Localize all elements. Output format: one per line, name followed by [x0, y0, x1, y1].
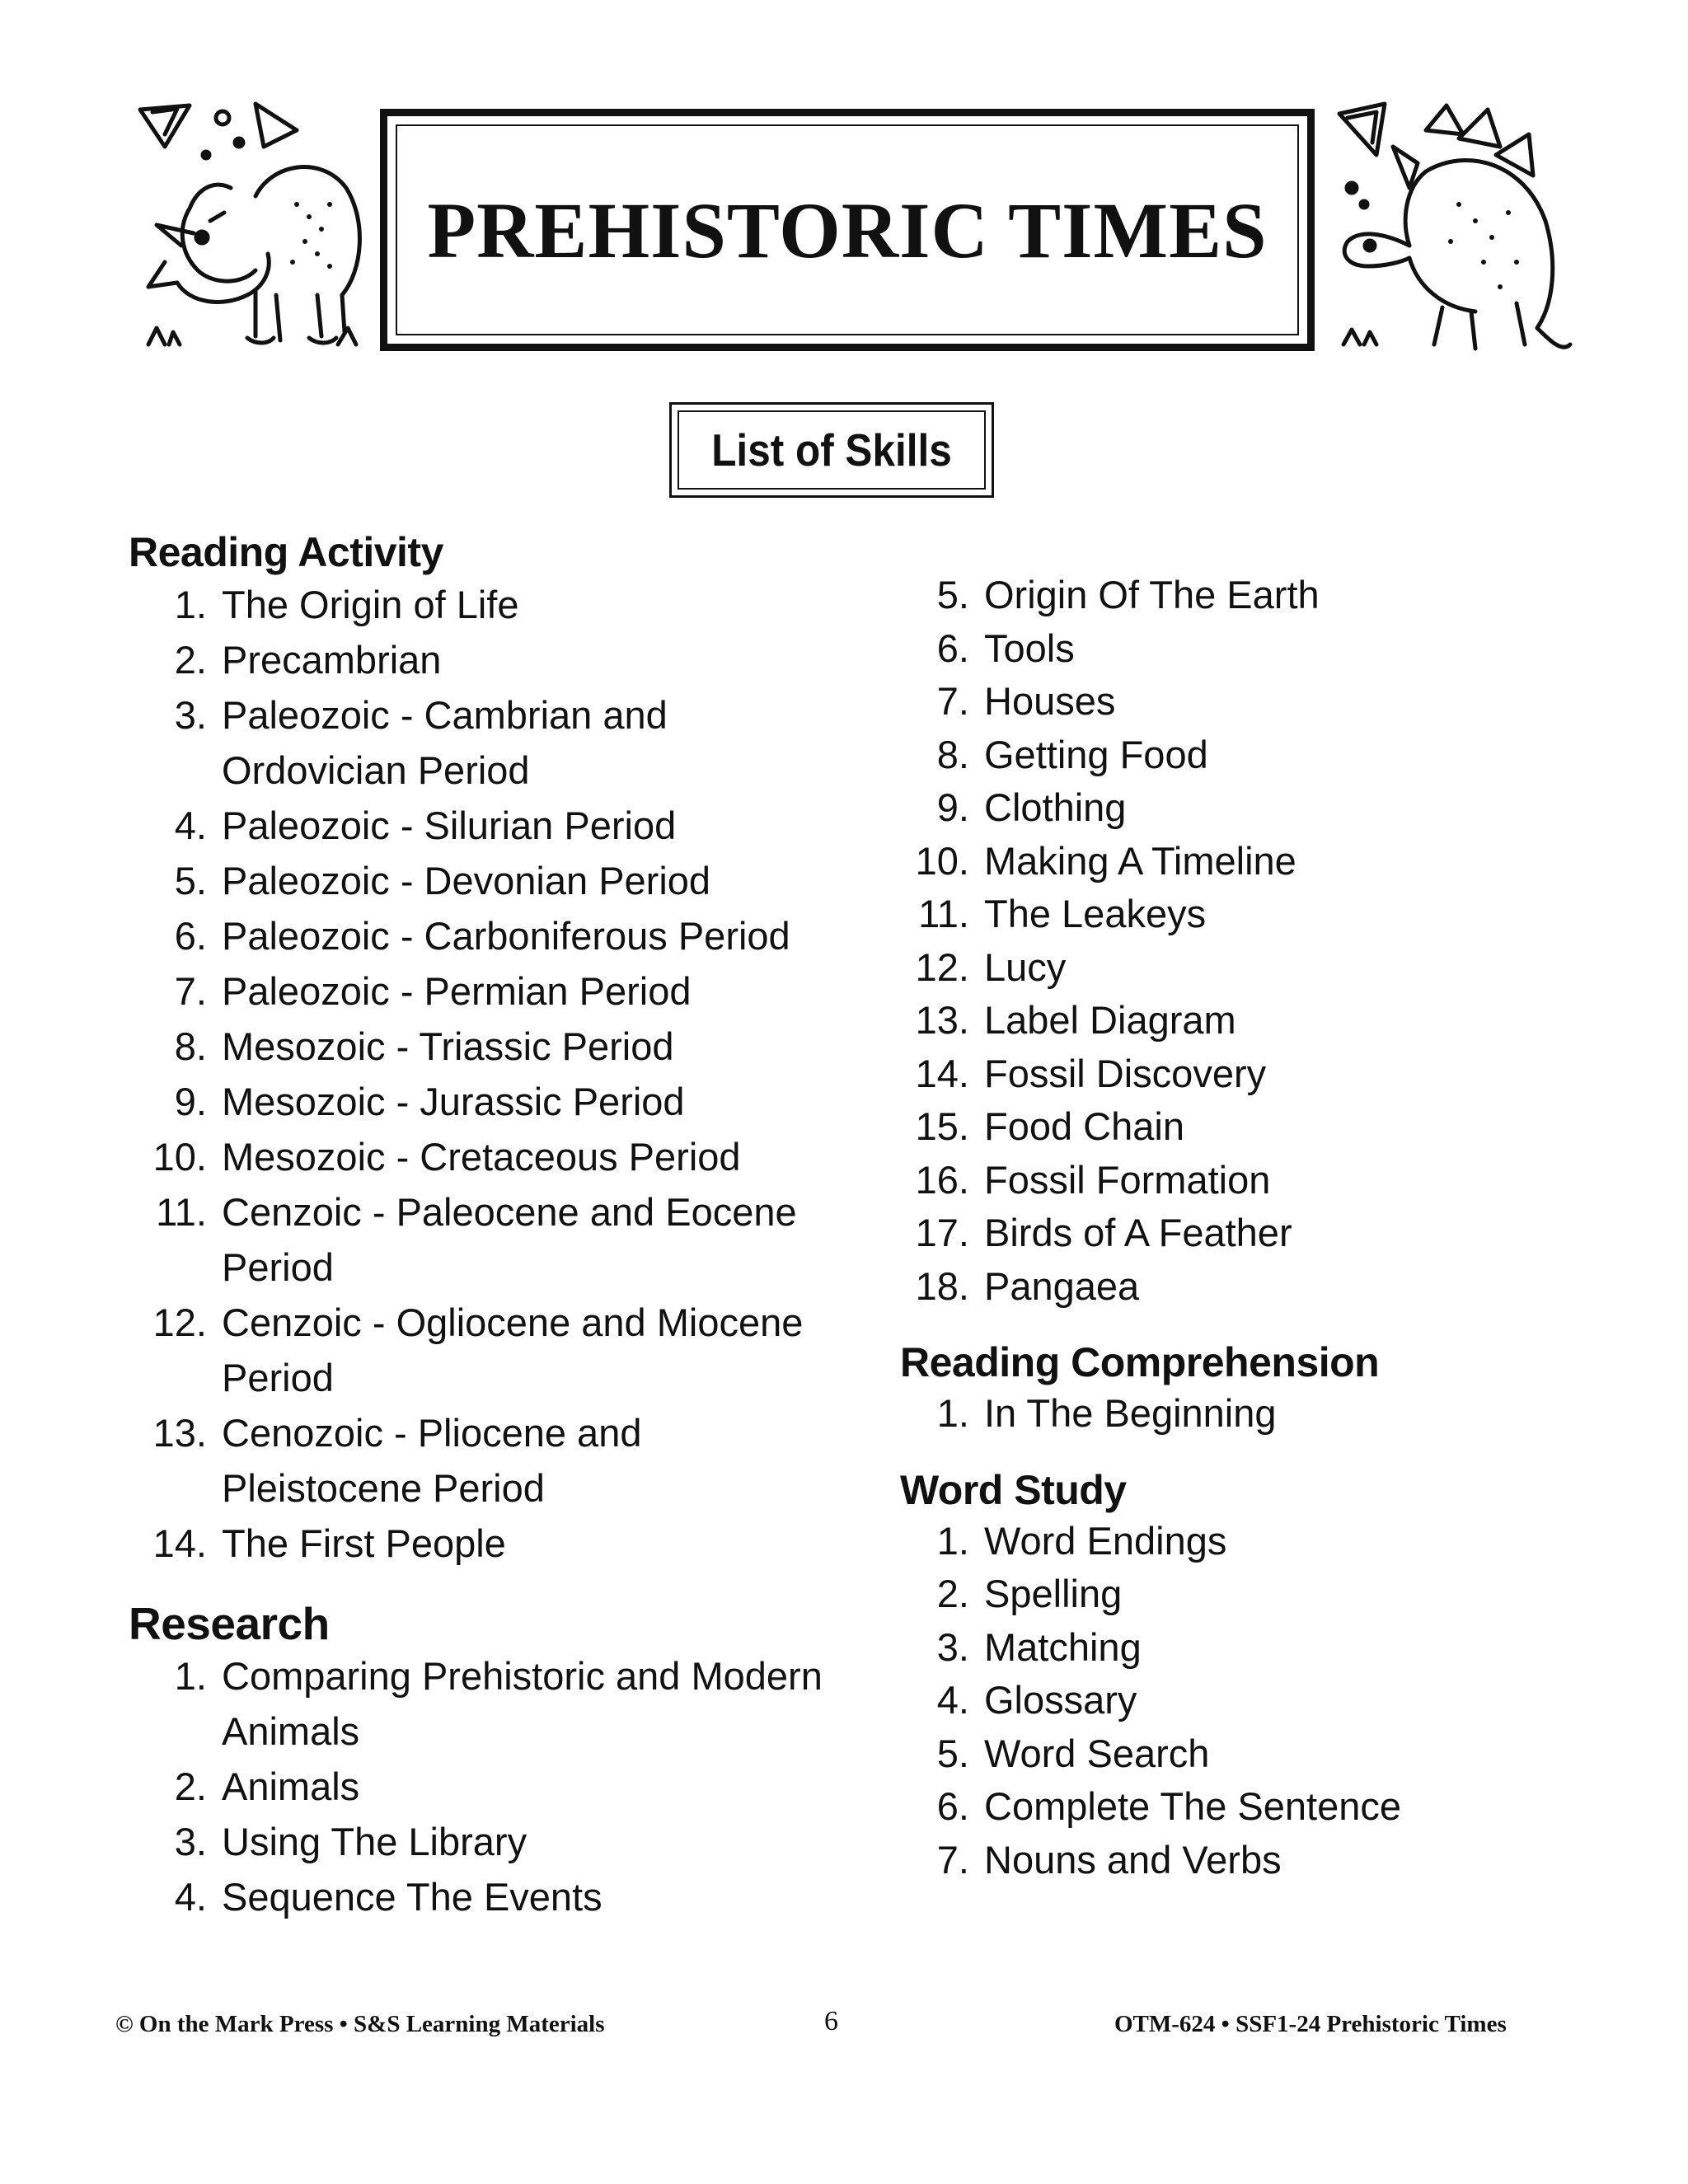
section-heading-reading-activity: Reading Activity [129, 529, 443, 575]
list-item [129, 853, 870, 908]
list-item [900, 1834, 1642, 1887]
list-item [129, 963, 870, 1019]
item-number: 6. [936, 626, 969, 670]
item-number: 6. [174, 914, 207, 958]
list-item [900, 1674, 1642, 1727]
item-number: 11. [156, 1190, 207, 1234]
item-number: 11. [918, 892, 969, 935]
item-number: 5. [174, 859, 207, 902]
item-number: 4. [174, 804, 207, 847]
item-text: The Leakeys [984, 892, 1207, 935]
page-title: PREHISTORIC TIMES [427, 185, 1268, 274]
item-text: Using The Library [222, 1820, 528, 1863]
item-number: 9. [936, 785, 969, 829]
section-heading-research: Research [129, 1598, 330, 1649]
list-item [900, 994, 1642, 1047]
item-number: 3. [174, 1820, 207, 1863]
item-text: Fossil Formation [984, 1157, 1271, 1202]
item-number: 9. [174, 1080, 207, 1123]
item-number: 1. [936, 1518, 969, 1563]
item-number: 1. [174, 1654, 207, 1698]
item-text: Lucy [984, 944, 1067, 989]
item-text: Matching [984, 1624, 1142, 1669]
item-number: 10. [152, 1135, 207, 1179]
item-text: Origin Of The Earth [984, 573, 1320, 616]
item-number: 7. [936, 1837, 969, 1882]
list-item [900, 781, 1642, 835]
list-item [900, 1780, 1642, 1834]
list-item [129, 1869, 870, 1924]
item-number: 8. [936, 732, 969, 776]
item-text: Precambrian [222, 638, 442, 682]
item-text: Mesozoic - Cretaceous Period [222, 1135, 741, 1179]
item-text: Complete The Sentence [984, 1784, 1402, 1828]
item-number: 5. [936, 573, 969, 616]
list-item [129, 1019, 870, 1074]
page-number: 6 [824, 2006, 838, 2036]
item-number: 1. [936, 1391, 969, 1435]
item-text: Mesozoic - Jurassic Period [222, 1080, 685, 1123]
list-item [900, 1515, 1642, 1568]
list-item [129, 1648, 870, 1759]
item-text: Tools [984, 626, 1075, 670]
list-item [900, 675, 1642, 729]
item-number: 12. [915, 944, 969, 989]
list-item [129, 1074, 870, 1129]
item-text: Making A Timeline [984, 838, 1296, 883]
item-number: 12. [152, 1301, 207, 1344]
item-number: 3. [174, 693, 207, 737]
item-number: 2. [174, 638, 207, 682]
reading-activity-list [129, 577, 870, 1571]
list-item [900, 569, 1642, 622]
item-number: 8. [174, 1024, 207, 1068]
item-text: Birds of A Feather [984, 1211, 1292, 1254]
item-number: 14. [915, 1051, 969, 1095]
list-item [129, 687, 870, 798]
item-text: Nouns and Verbs [984, 1837, 1282, 1882]
list-item [129, 1814, 870, 1869]
item-text: Paleozoic - Cambrian and Ordovician Period [222, 693, 668, 792]
list-item [900, 1207, 1642, 1260]
item-text: Spelling [984, 1572, 1123, 1615]
item-text: Paleozoic - Devonian Period [222, 859, 711, 902]
item-text: Clothing [984, 785, 1127, 829]
item-text: In The Beginning [984, 1391, 1277, 1435]
item-text: Cenzoic - Paleocene and Eocene Period [222, 1190, 797, 1289]
list-item [900, 1154, 1642, 1207]
item-text: The First People [222, 1521, 506, 1565]
item-text: Glossary [984, 1678, 1137, 1722]
item-number: 5. [936, 1731, 969, 1775]
item-text: Label Diagram [984, 998, 1236, 1042]
stegosaurus-illustration [1327, 97, 1574, 369]
item-text: Mesozoic - Triassic Period [222, 1024, 674, 1068]
list-item [900, 1260, 1642, 1314]
footer-copyright: © On the Mark Press • S&S Learning Materials [115, 2011, 605, 2037]
word-study-list [900, 1515, 1642, 1887]
item-text: Paleozoic - Permian Period [222, 969, 692, 1013]
item-text: Houses [984, 679, 1116, 723]
reading-comprehension-list [900, 1387, 1642, 1441]
list-item [129, 1184, 870, 1295]
section-heading-reading-comprehension: Reading Comprehension [900, 1339, 1380, 1385]
list-item [900, 729, 1642, 782]
item-text: Comparing Prehistoric and Modern Animals [222, 1654, 823, 1753]
title-box [381, 110, 1314, 350]
item-number: 10. [915, 838, 969, 883]
item-text: Cenozoic - Pliocene and Pleistocene Period [222, 1411, 642, 1510]
item-number: 15. [915, 1104, 969, 1148]
research-list [129, 1648, 870, 1924]
list-item [129, 632, 870, 687]
item-number: 2. [174, 1765, 207, 1808]
item-number: 13. [152, 1411, 207, 1455]
item-text: Food Chain [984, 1104, 1184, 1148]
item-number: 17. [915, 1211, 969, 1254]
list-item [129, 1759, 870, 1814]
list-item [900, 622, 1642, 676]
item-number: 4. [174, 1875, 207, 1919]
item-number: 18. [915, 1263, 969, 1308]
item-number: 4. [936, 1678, 969, 1722]
item-number: 7. [936, 679, 969, 723]
skills-box [669, 402, 994, 498]
right-column [900, 569, 1642, 1886]
item-text: Word Endings [984, 1518, 1227, 1563]
list-item [129, 577, 870, 632]
item-text: Sequence The Events [222, 1875, 603, 1919]
item-text: Pangaea [984, 1263, 1140, 1308]
item-text: The Origin of Life [222, 583, 519, 626]
list-item [129, 1295, 870, 1405]
item-number: 3. [936, 1624, 969, 1669]
list-item [900, 1387, 1642, 1441]
research-list-continued [900, 569, 1642, 1313]
section-heading-word-study: Word Study [900, 1466, 1127, 1513]
list-item [900, 1621, 1642, 1675]
list-item [900, 1727, 1642, 1781]
list-item [129, 1405, 870, 1516]
item-text: Cenzoic - Ogliocene and Miocene Period [222, 1301, 804, 1399]
list-item [900, 941, 1642, 995]
list-item [900, 835, 1642, 888]
item-text: Paleozoic - Carboniferous Period [222, 914, 790, 958]
item-text: Fossil Discovery [984, 1051, 1267, 1095]
list-item [129, 908, 870, 963]
item-text: Paleozoic - Silurian Period [222, 804, 677, 847]
item-number: 6. [936, 1784, 969, 1828]
item-text: Word Search [984, 1731, 1210, 1775]
subtitle: List of Skills [711, 424, 952, 476]
left-column [129, 527, 870, 1924]
list-item [129, 798, 870, 853]
item-number: 14. [152, 1521, 207, 1565]
footer-product-code: OTM-624 • SSF1-24 Prehistoric Times [1114, 2011, 1507, 2037]
item-number: 13. [915, 998, 969, 1042]
list-item [900, 1100, 1642, 1154]
list-item [900, 888, 1642, 941]
item-number: 1. [174, 583, 207, 626]
item-number: 2. [936, 1572, 969, 1615]
item-text: Animals [222, 1765, 360, 1808]
list-item [129, 1516, 870, 1571]
list-item [129, 1129, 870, 1184]
item-text: Getting Food [984, 732, 1208, 776]
triceratops-illustration [132, 97, 371, 369]
item-number: 16. [915, 1157, 969, 1202]
list-item [900, 1047, 1642, 1101]
item-number: 7. [174, 969, 207, 1013]
list-item [900, 1568, 1642, 1621]
